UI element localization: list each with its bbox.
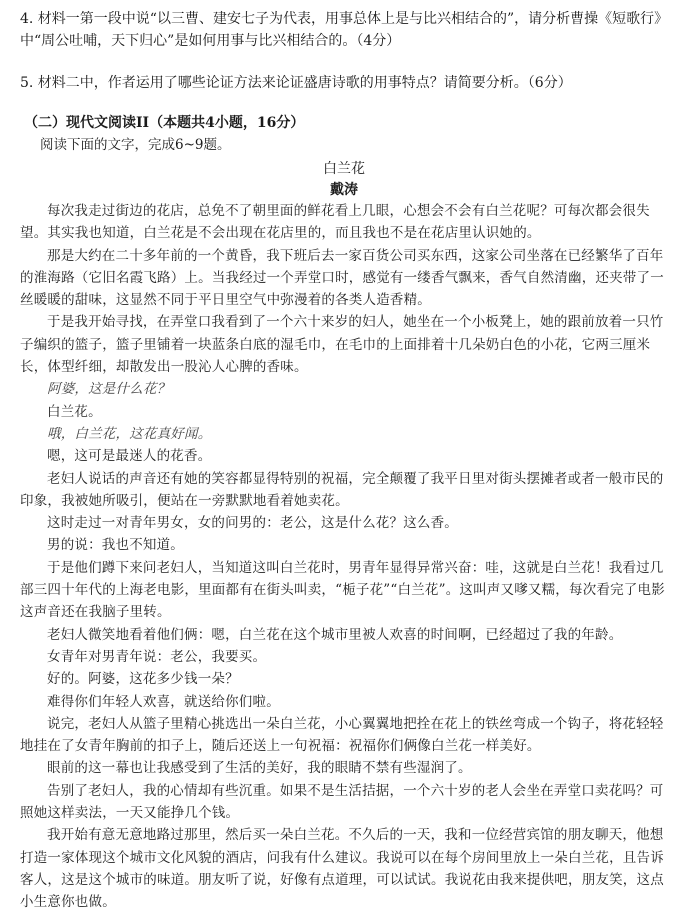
article-body [20, 200, 668, 914]
paragraph: 老妇人说话的声音还有她的笑容都显得特别的祝福，完全颠覆了我平日里对街头摆摊者或者一般市民的印象，我被她所吸引，便站在一旁默默地看着她卖花。 [20, 470, 664, 509]
article-title: 白兰花 [323, 161, 365, 177]
dialogue-line: 好的。阿婆，这花多少钱一朵？ [47, 671, 239, 688]
paragraph: 于是他们蹲下来问老妇人，当知道这叫白兰花时，男青年显得异常兴奋：哇，这就是白兰花！我看过几部三四十年代的上海老电影，里面都有在街头叫卖，“栀子花”“白兰花”。这叫声又嗲又糯，每次看完了电影这声音还在我脑子里转。 [20, 559, 665, 621]
dialogue-line: 白兰花。 [47, 403, 102, 420]
paragraph: 那是大约在二十多年前的一个黄昏，我下班后去一家百货公司买东西，这家公司坐落在已经繁华了百年的淮海路（它旧名霞飞路）上。当我经过一个弄堂口时，感觉有一缕香气飘来，香气自然清幽，还夹带了一丝暖暖的甜味，这显然不同于平日里空气中弥漫着的各类人造香精。 [20, 247, 664, 309]
section-instruction: 阅读下面的文字，完成6~9题。 [40, 137, 231, 153]
dialogue-line: 阿婆，这是什么花？ [47, 381, 171, 398]
article-author: 戴涛 [330, 182, 358, 198]
section-heading: （二）现代文阅读II（本题共4小题，16分） [24, 115, 305, 131]
dialogue-line: 难得你们年轻人欢喜，就送给你们啦。 [47, 693, 280, 710]
paragraph: 说完，老妇人从篮子里精心挑选出一朵白兰花，小心翼翼地把拴在花上的铁丝弯成一个钩子，将花轻轻地挂在了女青年胸前的扣子上，随后还送上一句祝福：祝福你们俩像白兰花一样美好。 [20, 715, 664, 755]
paragraph: 告别了老妇人，我的心情却有些沉重。如果不是生活拮据，一个六十岁的老人会坐在弄堂口卖花吗？可照她这样卖法，一天又能挣几个钱。 [20, 782, 664, 822]
dialogue-line: 男的说：我也不知道。 [47, 537, 184, 554]
dialogue-line: 老妇人微笑地看着他们俩：嗯，白兰花在这个城市里被人欢喜的时间啊，已经超过了我的年龄。 [47, 626, 623, 643]
dialogue-line: 哦，白兰花，这花真好闻。 [47, 425, 212, 442]
dialogue-line: 嗯，这可是最迷人的花香。 [47, 448, 212, 465]
question-4: 4. 材料一第一段中说“以三曹、建安七子为代表，用事总体上是与比兴相结合的”，请分析曹操《短歌行》中“周公吐哺，天下归心”是如何用事与比兴相结合的。（4分） [20, 11, 662, 49]
paragraph: 于是我开始寻找，在弄堂口我看到了一个六十来岁的妇人，她坐在一个小板凳上，她的跟前放着一只竹子编织的篮子，篮子里铺着一块蓝条白底的湿毛巾，在毛巾的上面排着十几朵奶白色的小花，它两三厘米长，体型纤细，却散发出一股沁人心脾的香味。 [20, 314, 664, 376]
paragraph: 我开始有意无意地路过那里，然后买一朵白兰花。不久后的一天，我和一位经营宾馆的朋友聊天，他想打造一家体现这个城市文化风貌的酒店，问我有什么建议。我说可以在每个房间里放上一朵白兰花，且告诉客人，这是这个城市的味道。朋友听了说，好像有点道理，可以试试。我说花由我来提供吧，朋友笑，这点小生意你也做。 [20, 827, 664, 911]
dialogue-line: 这时走过一对青年男女，女的问男的：老公，这是什么花？这么香。 [47, 515, 458, 532]
dialogue-line: 女青年对男青年说：老公，我要买。 [47, 648, 267, 665]
paragraph: 每次我走过街边的花店，总免不了朝里面的鲜花看上几眼，心想会不会有白兰花呢？可每次都会很失望。其实我也知道，白兰花是不会出现在花店里的，而且我也不是在花店里认识她的。 [20, 203, 650, 242]
question-5: 5. 材料二中，作者运用了哪些论证方法来论证盛唐诗歌的用事特点？请简要分析。（6分） [20, 75, 572, 91]
paragraph: 眼前的这一幕也让我感受到了生活的美好，我的眼睛不禁有些湿润了。 [47, 760, 472, 777]
